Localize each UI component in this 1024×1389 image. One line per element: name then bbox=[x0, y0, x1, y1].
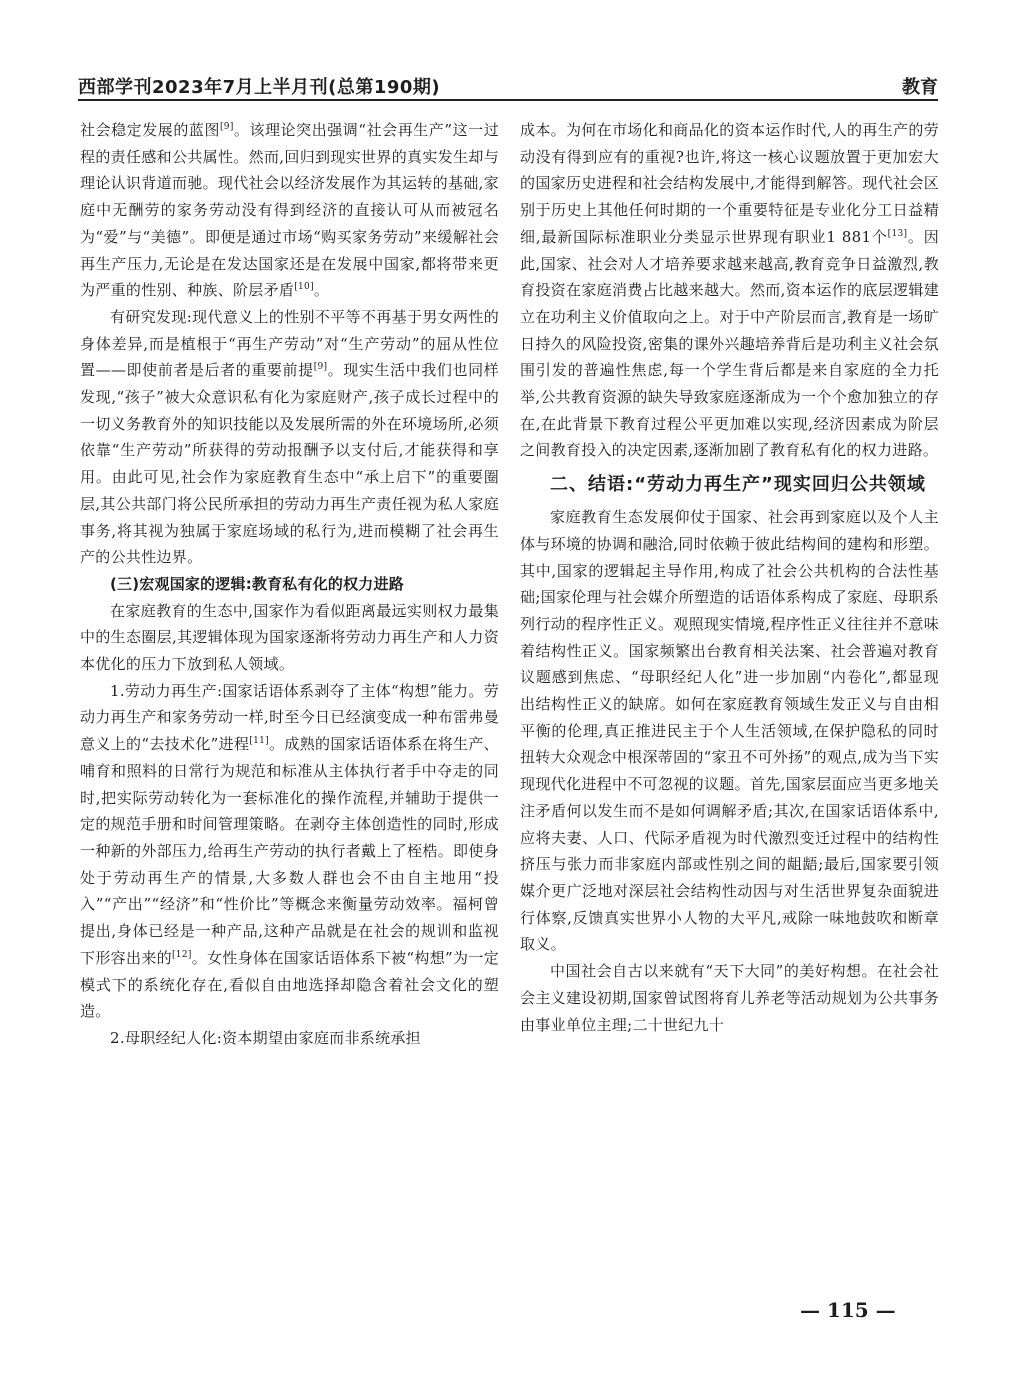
left-column bbox=[80, 117, 499, 1052]
citation: [12] bbox=[172, 949, 192, 960]
citation: [11] bbox=[249, 736, 270, 747]
citation: [13] bbox=[887, 228, 908, 239]
paragraph: 家庭教育生态发展仰仗于国家、社会再到家庭以及个人主体与环境的协调和融洽,同时依赖于彼此结构间的建构和形塑。其中,国家的逻辑起主导作用,构成了社会公共机构的合法性基础;国家伦理与社会媒介所塑造的话语体系构成了家庭、母职系列行动的程序性正义。观照现实情境,程序性正义往往并不意味着结构性正义。国家频繁出台教育相关法案、社会普遍对教育议题感到焦虑、“母职经纪人化”进一步加剧“内卷化”,都显现出结构性正义的缺席。如何在家庭教育领域生发正义与自由相平衡的伦理,真正推进民主于个人生活领域,在保护隐私的同时扭转大众观念中根深蒂固的“家丑不可外扬”的观点,成为当下实现现代化进程中不可忽视的议题。首先,国家层面应当更多地关注矛盾何以发生而不是如何调解矛盾;其次,在国家话语体系中,应将夫妻、人口、代际矛盾视为时代激烈变迁过程中的结构性挤压与张力而非家庭内部或性别之间的龃龉;最后,国家要引领媒介更广泛地对深层社会结构性动因与对生活世界复杂面貌进行体察,反馈真实世界小人物的大平凡,戒除一味地鼓吹和断章取义。 bbox=[520, 508, 939, 954]
paragraph: 1.劳动力再生产:国家话语体系剥夺了主体“构想”能力。劳动力再生产和家务劳动一样,时至今日已经演变成一种布雷弗曼意义上的“去技术化”进程[11]。成熟的国家话语体系在将生产、哺育和照料的日常行为规范和标准从主体执行者手中夺走的同时,把实际劳动转化为一套标准化的操作流程,并辅助于提供一定的规范手册和时间管理策略。在剥夺主体创造性的同时,形成一种新的外部压力,给再生产劳动的执行者戴上了桎梏。即使身处于劳动再生产的情景,大多数人群也会不由自主地用“投入”“产出”“经济”和“性价比”等概念来衡量劳动效率。福柯曾提出,身体已经是一种产品,这种产品就是在社会的规训和监视下形容出来的[12]。女性身体在国家话语体系下被“构想”为一定模式下的系统化存在,看似自由地选择却隐含着社会文化的塑造。 bbox=[80, 681, 499, 1021]
header-rule bbox=[78, 99, 938, 101]
journal-title: 西部学刊2023年7月上半月刊(总第190期) bbox=[78, 77, 441, 98]
citation: [9] bbox=[313, 362, 328, 373]
paragraph: 中国社会自古以来就有“天下大同”的美好构想。在社会社会主义建设初期,国家曾试图将育儿养老等活动规划为公共事务由事业单位主理;二十世纪九十 bbox=[520, 962, 939, 1034]
section-heading: 二、结语:“劳动力再生产”现实回归公共领域 bbox=[550, 474, 926, 496]
running-header bbox=[78, 70, 938, 100]
section-name: 教育 bbox=[902, 77, 938, 98]
citation: [9] bbox=[220, 122, 234, 132]
paragraph: 社会稳定发展的蓝图[9]。该理论突出强调“社会再生产”这一过程的责任感和公共属性。然而,回归到现实世界的真实发生却与理论认识背道而驰。现代社会以经济发展作为其运转的基础,家庭中无酬劳的家务劳动没有得到经济的直接认可从而被冠名为“爱”与“美德”。即便是通过市场“购买家务劳动”来缓解社会再生产压力,无论是在发达国家还是在发展中国家,都将带来更为严重的性别、种族、阶层矛盾[10]。 bbox=[80, 121, 499, 300]
paragraph: 成本。为何在市场化和商品化的资本运作时代,人的再生产的劳动没有得到应有的重视?也许,将这一核心议题放置于更加宏大的国家历史进程和社会结构发展中,才能得到解答。现代社会区别于历史上其他任何时期的一个重要特征是专业化分工日益精细,最新国际标准职业分类显示世界现有职业1 881个[13]。因此,国家、社会对人才培养要求越来越高,教育竞争日益激烈,教育投资在家庭消费占比越来越大。然而,资本运作的底层逻辑建立在功利主义价值取向之上。对于中产阶层而言,教育是一场旷日持久的风险投资,密集的课外兴趣培养背后是功利主义社会氛围引发的普遍性焦虑,每一个学生背后都是来自家庭的全力托举,公共教育资源的缺失导致家庭逐渐成为一个个愈加独立的存在,在此背景下教育过程公平更加难以实现,经济因素成为阶层之间教育投入的决定因素,逐渐加剧了教育私有化的权力进路。 bbox=[520, 121, 939, 460]
paragraph: 2.母职经纪人化:资本期望由家庭而非系统承担 bbox=[110, 1028, 421, 1047]
citation: [10] bbox=[294, 282, 314, 293]
right-column bbox=[520, 117, 939, 1038]
subsection-heading: (三)宏观国家的逻辑:教育私有化的权力进路 bbox=[110, 574, 404, 593]
page-number: — 115 — bbox=[800, 1298, 896, 1322]
paragraph: 有研究发现:现代意义上的性别不平等不再基于男女两性的身体差异,而是植根于“再生产劳动”对“生产劳动”的屈从性位置——即使前者是后者的重要前提[9]。现实生活中我们也同样发现,“孩子”被大众意识私有化为家庭财产,孩子成长过程中的一切义务教育外的知识技能以及发展所需的外在环境场所,必须依靠“生产劳动”所获得的劳动报酬予以支付后,才能获得和享用。由此可见,社会作为家庭教育生态中“承上启下”的重要圈层,其公共部门将公民所承担的劳动力再生产责任视为私人家庭事务,将其视为独属于家庭场域的私行为,进而模糊了社会再生产的公共性边界。 bbox=[80, 307, 499, 567]
paragraph: 在家庭教育的生态中,国家作为看似距离最远实则权力最集中的生态圈层,其逻辑体现为国家逐渐将劳动力再生产和人力资本优化的压力下放到私人领域。 bbox=[80, 601, 499, 674]
